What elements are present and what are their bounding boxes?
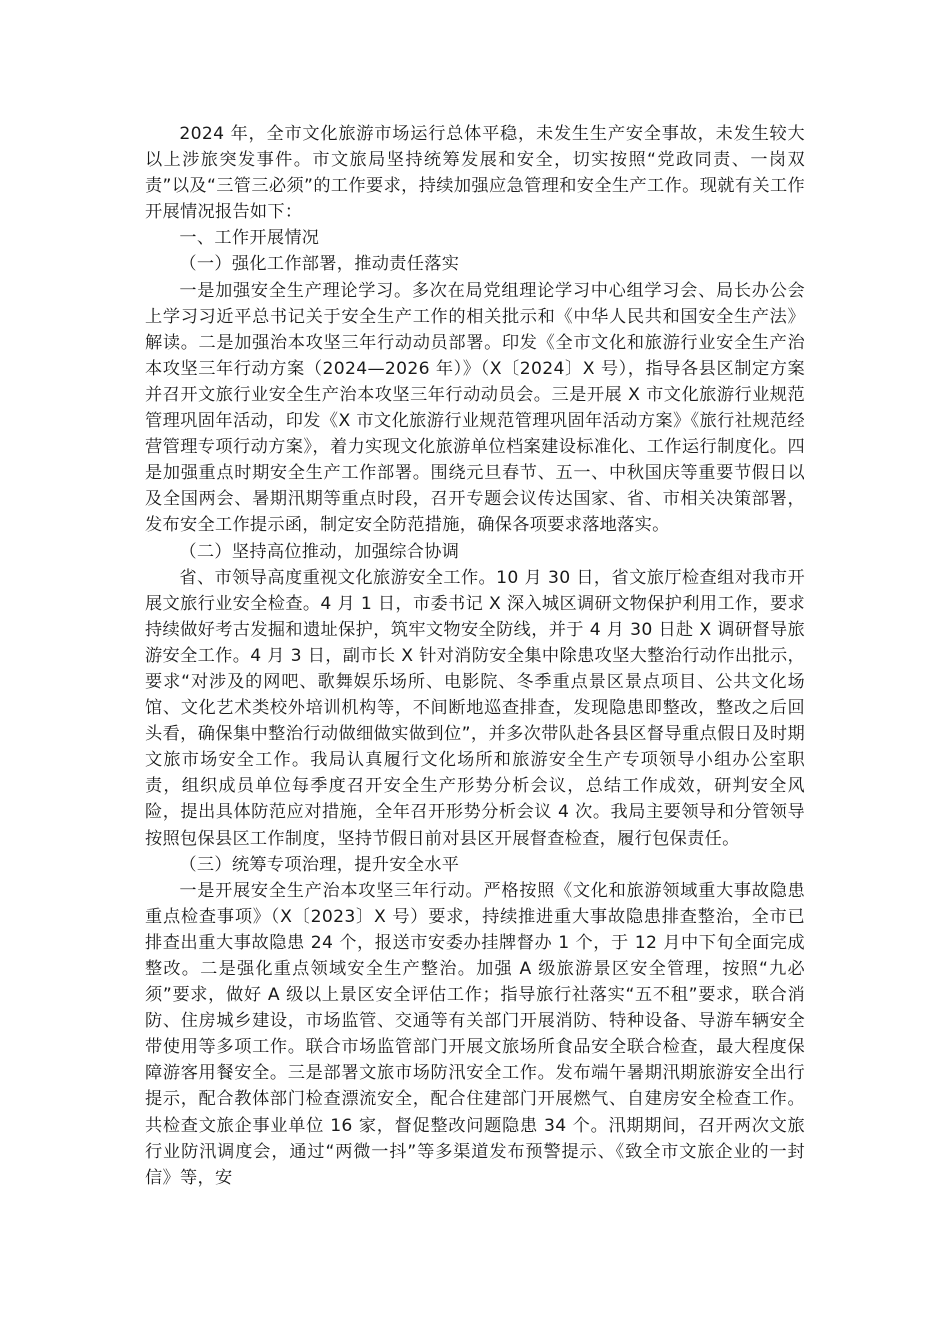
subsection-2-paragraph: 省、市领导高度重视文化旅游安全工作。10 月 30 日，省文旅厅检查组对我市开展文旅行业安全检查。4 月 1 日，市委书记 X 深入城区调研文物保护利用工作，要求持续做好考古发掘和遗址保护，筑牢文物安全防线，并于 4 月 30 日赴 X 调研督导旅游安全工作。4 月 3 日，副市长 X 针对消防安全集中除患攻坚大整治行动作出批示，要求“对涉及的网吧、歌舞娱乐场所、电影院、冬季重点景区景点项目、公共文化场馆、文化艺术类校外培训机构等，不间断地巡查排查，发现隐患即整改，整改之后回头看，确保集中整治行动做细做实做到位”，并多次带队赴各县区督导重点假日及时期文旅市场安全工作。我局认真履行文化场所和旅游安全生产专项领导小组办公室职责，组织成员单位每季度召开安全生产形势分析会议，总结工作成效，研判安全风险，提出具体防范应对措施，全年召开形势分析会议 4 次。我局主要领导和分管领导按照包保县区工作制度，坚持节假日前对县区开展督查检查，履行包保责任。 xyxy=(145,567,805,849)
document-page xyxy=(145,121,805,1191)
subsection-heading-1: （一）强化工作部署，推动责任落实 xyxy=(179,254,460,275)
subsection-heading-3: （三）统筹专项治理，提升安全水平 xyxy=(179,854,460,875)
intro-paragraph: 2024 年，全市文化旅游市场运行总体平稳，未发生生产安全事故，未发生较大以上涉旅突发事件。市文旅局坚持统筹发展和安全，切实按照“党政同责、一岗双责”以及“三管三必须”的工作要求，持续加强应急管理和安全生产工作。现就有关工作开展情况报告如下： xyxy=(145,124,805,223)
subsection-1-paragraph: 一是加强安全生产理论学习。多次在局党组理论学习中心组学习会、局长办公会上学习习近平总书记关于安全生产工作的相关批示和《中华人民共和国安全生产法》解读。二是加强治本攻坚三年行动动员部署。印发《全市文化和旅游行业安全生产治本攻坚三年行动方案（2024—2026 年）》（X〔2024〕X 号），指导各县区制定方案并召开文旅行业安全生产治本攻坚三年行动动员会。三是开展 X 市文化旅游行业规范管理巩固年活动，印发《X 市文化旅游行业规范管理巩固年活动方案》《旅行社规范经营管理专项行动方案》，着力实现文化旅游单位档案建设标准化、工作运行制度化。四是加强重点时期安全生产工作部署。围绕元旦春节、五一、中秋国庆等重要节假日以及全国两会、暑期汛期等重点时段，召开专题会议传达国家、省、市相关决策部署，发布安全工作提示函，制定安全防范措施，确保各项要求落地落实。 xyxy=(145,280,805,536)
subsection-3-paragraph: 一是开展安全生产治本攻坚三年行动。严格按照《文化和旅游领域重大事故隐患重点检查事项》（X〔2023〕X 号）要求，持续推进重大事故隐患排查整治，全市已排查出重大事故隐患 24 个，报送市安委办挂牌督办 1 个，于 12 月中下旬全面完成整改。二是强化重点领域安全生产整治。加强 A 级旅游景区安全管理，按照“九必须”要求，做好 A 级以上景区安全评估工作；指导旅行社落实“五不租”要求，联合消防、住房城乡建设，市场监管、交通等有关部门开展消防、特种设备、导游车辆安全带使用等多项工作。联合市场监管部门开展文旅场所食品安全联合检查，最大程度保障游客用餐安全。三是部署文旅市场防汛安全工作。发布端午暑期汛期旅游安全出行提示，配合教体部门检查漂流安全，配合住建部门开展燃气、自建房安全检查工作。共检查文旅企事业单位 16 家，督促整改问题隐患 34 个。汛期期间，召开两次文旅行业防汛调度会，通过“两微一抖”等多渠道发布预警提示、《致全市文旅企业的一封信》等，安 xyxy=(145,880,805,1188)
section-heading-work-status: 一、工作开展情况 xyxy=(179,228,320,249)
subsection-heading-2: （二）坚持高位推动，加强综合协调 xyxy=(179,541,460,562)
